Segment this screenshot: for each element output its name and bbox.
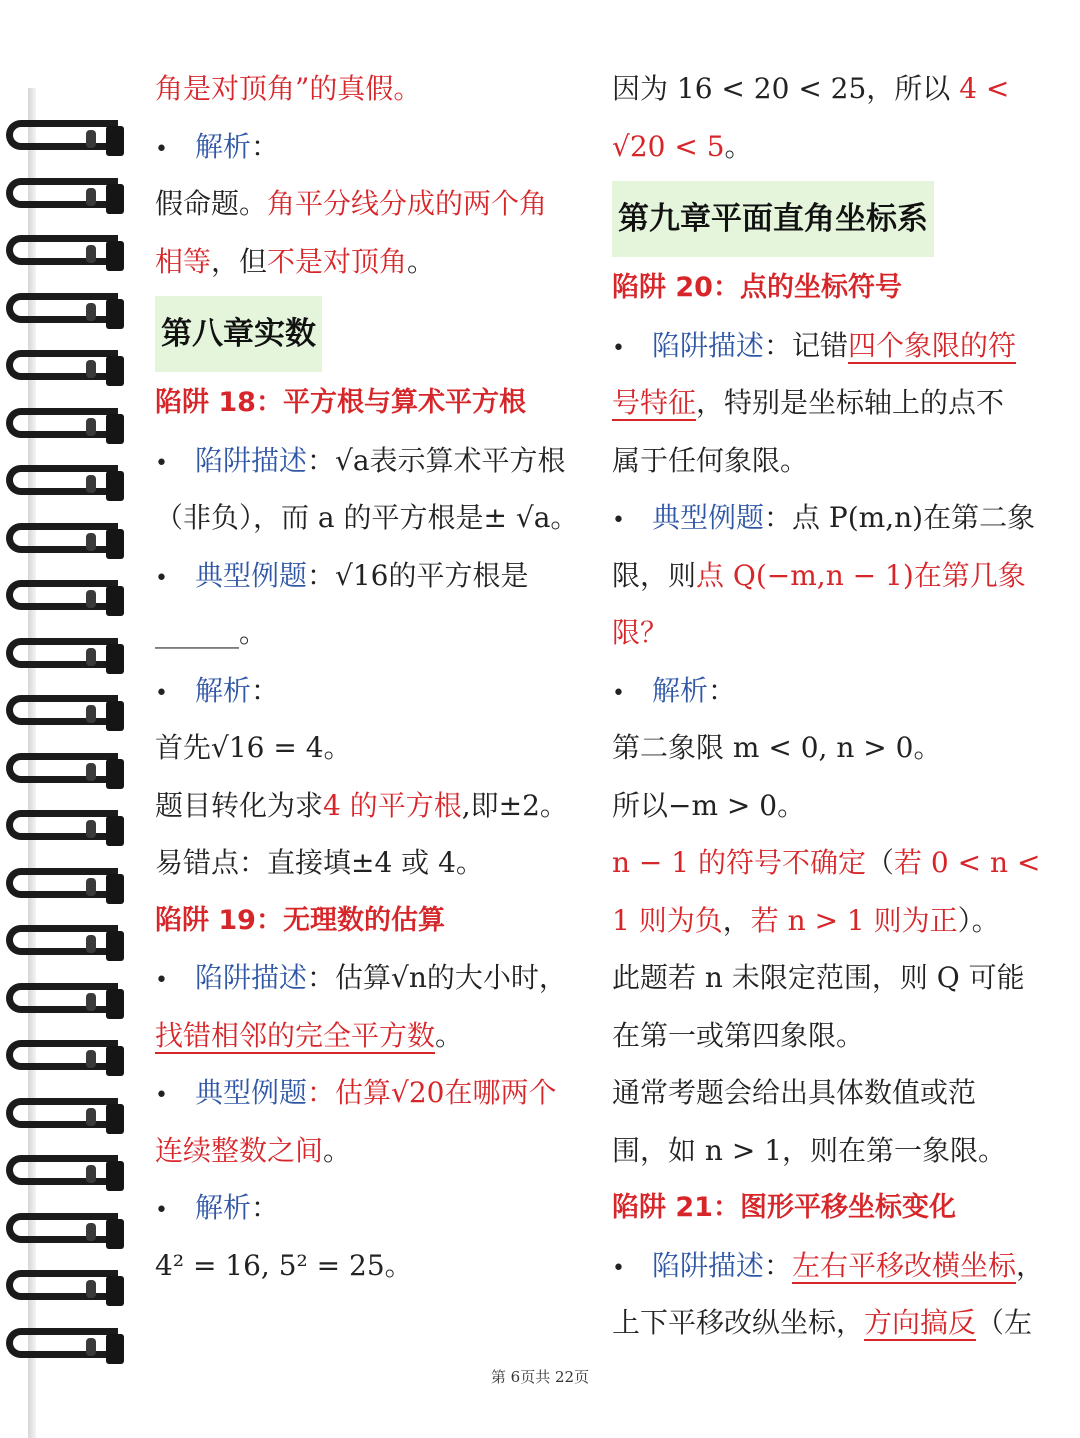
text-line: 号特征，特别是坐标轴上的点不 <box>612 386 1005 419</box>
example-heading: • 典型例题：估算√20在哪两个 <box>155 1064 585 1122</box>
solution-heading: • 解析： <box>155 1179 585 1237</box>
spiral-ring <box>6 235 124 273</box>
solution-heading: • 解析： <box>155 662 585 720</box>
spiral-ring <box>6 178 124 216</box>
bullet-icon: • <box>612 1255 625 1281</box>
trap-heading: 陷阱 21：图形平移坐标变化 <box>612 1192 956 1223</box>
chapter-heading: 第八章实数 <box>155 296 322 372</box>
spiral-ring <box>6 120 124 158</box>
spiral-ring <box>6 1213 124 1251</box>
spiral-ring <box>6 1155 124 1193</box>
text-line: 在第一或第四象限。 <box>612 1018 865 1052</box>
trap-heading: 陷阱 18：平方根与算术平方根 <box>155 387 526 418</box>
spiral-ring <box>6 350 124 388</box>
chapter-heading: 第九章平面直角坐标系 <box>612 181 934 257</box>
text-line: 1 则为负，若 n > 1 则为正）。 <box>612 903 1000 937</box>
trap-heading: 陷阱 19：无理数的估算 <box>155 904 445 936</box>
spiral-ring <box>6 1040 124 1078</box>
text-line: 上下平移改纵坐标，方向搞反（左 <box>612 1306 1033 1339</box>
bullet-icon: • <box>155 565 168 591</box>
bullet-icon: • <box>612 680 625 706</box>
trap-heading: 陷阱 20：点的坐标符号 <box>612 272 902 303</box>
text-line: 限，则点 Q(−m,n − 1)在第几象 <box>612 558 1026 592</box>
bullet-icon: • <box>155 680 168 706</box>
text-line: （非负），而 a 的平方根是± √a。 <box>155 501 579 534</box>
text-line: 所以−m > 0。 <box>612 788 806 822</box>
trap-description: • 陷阱描述：√a表示算术平方根 <box>155 432 585 490</box>
page-footer: 第 6页共 22页 <box>490 1368 590 1386</box>
text-line: 通常考题会给出具体数值或范 <box>612 1076 977 1109</box>
text-line: n − 1 的符号不确定（若 0 < n < <box>612 846 1041 879</box>
solution-heading: • 解析： <box>155 118 585 176</box>
text-line: 易错点：直接填±4 或 4。 <box>155 846 484 879</box>
text-line: 属于任何象限。 <box>612 443 809 477</box>
spiral-ring <box>6 580 124 618</box>
text-line: 4² = 16, 5² = 25。 <box>155 1248 413 1282</box>
text-line: 相等，但不是对顶角。 <box>155 244 436 278</box>
spiral-ring <box>6 1270 124 1308</box>
bullet-icon: • <box>155 968 168 993</box>
spiral-ring <box>6 638 124 676</box>
text-line: 找错相邻的完全平方数。 <box>155 1018 464 1052</box>
bullet-icon: • <box>612 508 625 533</box>
text-line: 此题若 n 未限定范围，则 Q 可能 <box>612 961 1025 994</box>
spiral-ring <box>6 753 124 791</box>
text-line: 首先√16 = 4。 <box>155 731 352 764</box>
spiral-ring <box>6 1098 124 1136</box>
text-line: 角是对顶角”的真假。 <box>155 72 422 105</box>
spiral-ring <box>6 465 124 503</box>
left-column <box>155 60 585 1294</box>
bullet-icon: • <box>155 1198 168 1223</box>
bullet-icon: • <box>155 136 168 162</box>
text-line: 第二象限 m < 0, n > 0。 <box>612 731 942 764</box>
trap-description: • 陷阱描述：左右平移改横坐标， <box>612 1237 1052 1295</box>
spiral-ring <box>6 408 124 446</box>
text-line: 围，如 n > 1，则在第一象限。 <box>612 1133 1007 1167</box>
spiral-ring <box>6 1328 124 1366</box>
text-line: 题目转化为求4 的平方根,即±2。 <box>155 788 568 822</box>
example-heading: • 典型例题：点 P(m,n)在第二象 <box>612 489 1052 547</box>
text-line: √20 < 5。 <box>612 129 753 163</box>
spiral-ring <box>6 695 124 733</box>
bullet-icon: • <box>612 335 625 361</box>
answer-blank: ______。 <box>155 616 268 649</box>
spiral-ring <box>6 983 124 1021</box>
bullet-icon: • <box>155 1083 168 1108</box>
spiral-ring <box>6 925 124 963</box>
spiral-binding <box>0 40 135 1390</box>
spiral-ring <box>6 810 124 848</box>
solution-heading: • 解析： <box>612 662 1052 720</box>
spiral-ring <box>6 868 124 906</box>
trap-description: • 陷阱描述：估算√n的大小时， <box>155 949 585 1007</box>
spiral-ring <box>6 293 124 331</box>
spiral-ring <box>6 523 124 561</box>
example-heading: • 典型例题：√16的平方根是 <box>155 547 585 605</box>
trap-description: • 陷阱描述：记错四个象限的符 <box>612 317 1052 375</box>
text-line: 连续整数之间。 <box>155 1133 352 1167</box>
bullet-icon: • <box>155 450 168 476</box>
text-line: 限？ <box>612 616 669 649</box>
right-column <box>612 60 1052 1352</box>
text-line: 因为 16 < 20 < 25，所以 4 < <box>612 72 1010 105</box>
text-line: 假命题。角平分线分成的两个角 <box>155 187 548 220</box>
